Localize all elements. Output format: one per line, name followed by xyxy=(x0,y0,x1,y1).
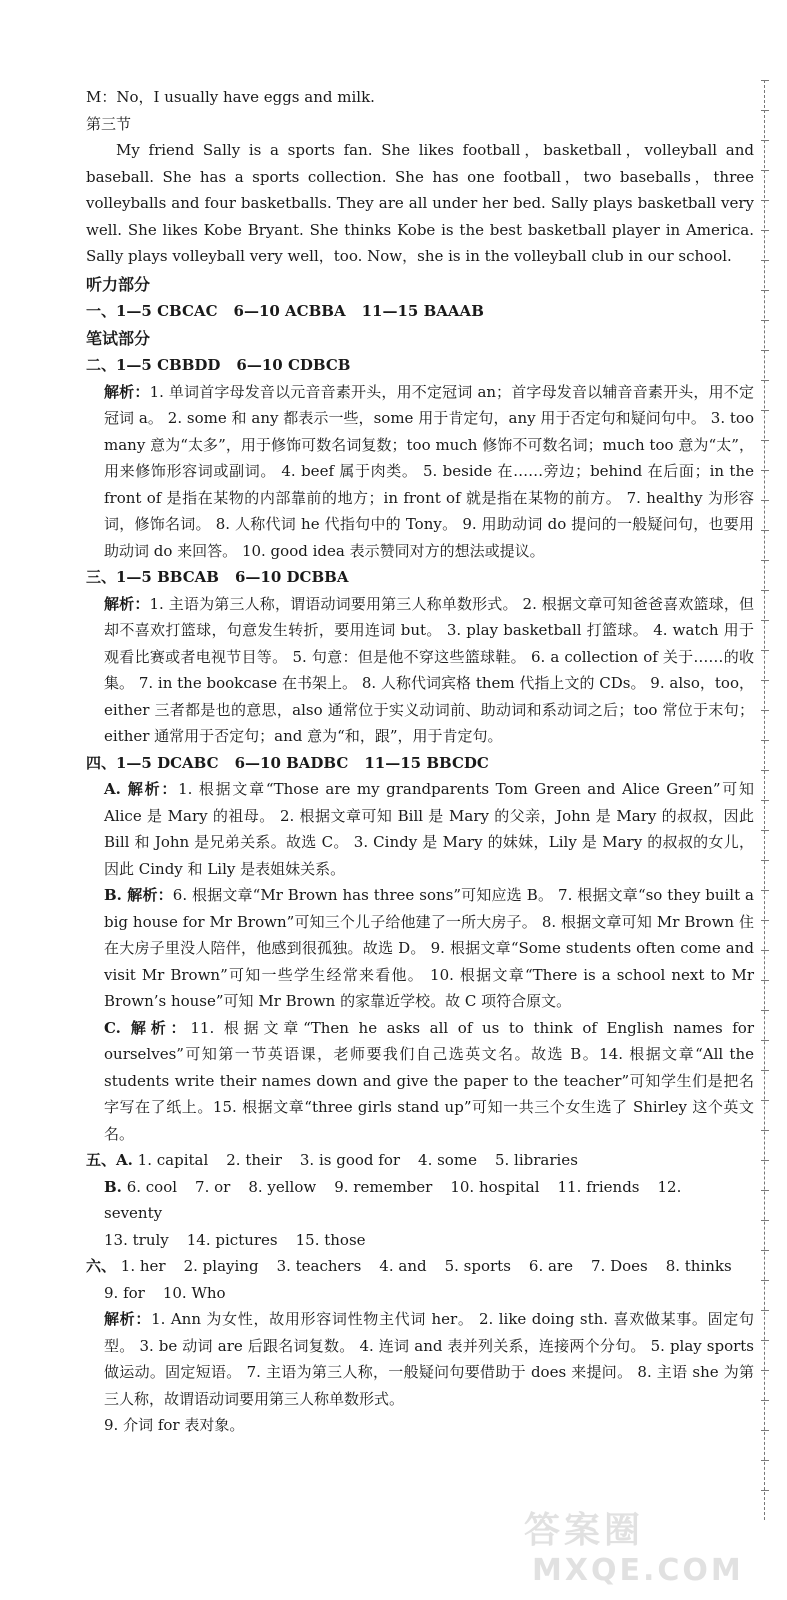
section4b-explanation: B. 解析：6. 根据文章“Mr Brown has three sons”可知应选 B。 7. 根据文章“so they built a big house for Mr Brown”可知三个儿子给他建了一所大房子。 8. 根据文章可知 Mr Brown 住在大房子里没人陪伴，他感到很孤独。故选 D。 9. 根据文章“Some students often come and visit Mr Brown”可知一些学生经常来看他。 10. 根据文章“There is a school next to Mr Brown’s house”可知 Mr Brown 的家靠近学校。故 C 项符合原文。 xyxy=(104,886,754,1010)
section3-answers: 三、1—5 BBCAB 6—10 DCBBA xyxy=(86,568,349,586)
section5b-answers: B. 6. cool 7. or 8. yellow 9. remember 10. hospital 11. friends 12. seventy xyxy=(104,1177,682,1222)
dialog-line: M：No，I usually have eggs and milk. xyxy=(86,88,375,106)
section6-explanation: 解析：1. Ann 为女性，故用形容词性物主代词 her。 2. like doing sth. 喜欢做某事。固定句型。 3. be 动词 are 后跟名词复数。 4. 连词 and 表并列关系，连接两个分句。 5. play sports 做运动。固定短语。 7. 主语为第三人称，一般疑问句要借助于 does 来提问。 8. 主语 she 为第三人称，故谓语动词要用第三人称单数形式。 xyxy=(104,1310,754,1408)
listening-passage: My friend Sally is a sports fan. She likes football，basketball，volleyball and baseball. She has a sports collection. She has one football，two baseballs，three volleyballs and four basketballs. They are all under her bed. Sally plays basketball very well. She likes Kobe Bryant. She thinks Kobe is the best basketball player in America. Sally plays volleyball very well，too. Now，she is in the volleyball club in our school. xyxy=(86,141,754,265)
listening-answers: 一、1—5 CBCAC 6—10 ACBBA 11—15 BAAAB xyxy=(86,301,484,320)
section6-explanation-cont: 9. 介词 for 表对象。 xyxy=(104,1416,245,1434)
section6-answers: 六、 1. her 2. playing 3. teachers 4. and 5. sports 6. are 7. Does 8. thinks xyxy=(86,1257,732,1275)
section4a-explanation: A. 解析：1. 根据文章“Those are my grandparents Tom Green and Alice Green”可知 Alice 是 Mary 的祖母。 2. 根据文章可知 Bill 是 Mary 的父亲，John 是 Mary 的叔叔，因此 Bill 和 John 是兄弟关系。故选 C。 3. Cindy 是 Mary 的妹妹，Lily 是 Mary 的叔叔的女儿，因此 Cindy 和 Lily 是表姐妹关系。 xyxy=(104,780,754,878)
section2-answers: 二、1—5 CBBDD 6—10 CDBCB xyxy=(86,356,351,374)
writing-heading: 笔试部分 xyxy=(86,329,151,348)
section5a-answers: 五、A. 1. capital 2. their 3. is good for 4. some 5. libraries xyxy=(86,1151,578,1169)
watermark-logo xyxy=(524,1502,769,1590)
watermark-bottom: MXQE.COM xyxy=(532,1553,744,1588)
section4c-explanation: C. 解析：11. 根据文章“Then he asks all of us to think of English names for ourselves”可知第一节英语课，老师要我们自己选英文名。故选 B。14. 根据文章“All the students write their names down and give the paper to the teacher”可知学生们是把名字写在了纸上。15. 根据文章“three girls stand up”可知一共三个女生选了 Shirley 这个英文名。 xyxy=(104,1018,755,1143)
answer-page xyxy=(86,84,754,1439)
watermark-top: 答案圈 xyxy=(524,1510,645,1551)
section6-answers-cont: 9. for 10. Who xyxy=(104,1283,226,1302)
section4-answers: 四、1—5 DCABC 6—10 BADBC 11—15 BBCDC xyxy=(86,753,489,772)
section3-explanation: 解析：1. 主语为第三人称，谓语动词要用第三人称单数形式。 2. 根据文章可知爸爸喜欢篮球，但却不喜欢打篮球，句意发生转折，要用连词 but。 3. play basketball 打篮球。 4. watch 用于观看比赛或者电视节目等。 5. 句意：但是他不穿这些篮球鞋。 6. a collection of 关于……的收集。 7. in the bookcase 在书架上。 8. 人称代词宾格 them 代指上文的 CDs。 9. also，too，either 三者都是也的意思，also 通常位于实义动词前、助动词和系动词之后；too 常位于末句；either 通常用于否定句；and 意为“和，跟”，用于肯定句。 xyxy=(104,594,754,745)
binding-margin-line xyxy=(764,80,777,1520)
section5b-answers-cont: 13. truly 14. pictures 15. those xyxy=(104,1230,366,1249)
section3-label: 第三节 xyxy=(86,114,132,133)
listening-heading: 听力部分 xyxy=(86,274,151,294)
section2-explanation: 解析：1. 单词首字母发音以元音音素开头，用不定冠词 an；首字母发音以辅音音素开头，用不定冠词 a。 2. some 和 any 都表示一些，some 用于肯定句，any 用于否定句和疑问句中。 3. too many 意为“太多”，用于修饰可数名词复数；too much 修饰不可数名词；much too 意为“太”，用来修饰形容词或副词。 4. beef 属于肉类。 5. beside 在……旁边；behind 在后面；in the front of 是指在某物的内部靠前的地方；in front of 就是指在某物的前方。 7. healthy 为形容词，修饰名词。 8. 人称代词 he 代指句中的 Tony。 9. 用助动词 do 提问的一般疑问句，也要用助动词 do 来回答。 10. good idea 表示赞同对方的想法或提议。 xyxy=(104,382,754,560)
